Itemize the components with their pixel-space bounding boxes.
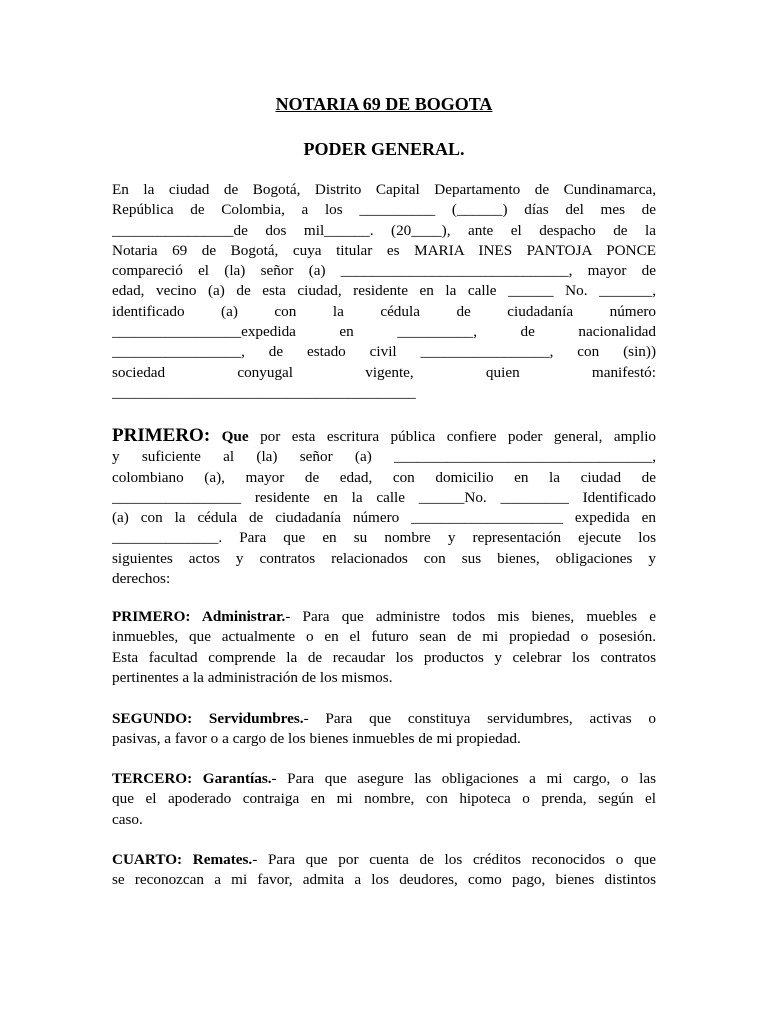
clause-label: CUARTO: Remates.: [112, 851, 253, 868]
primero-line: por esta escritura pública confiere poder general, amplio: [260, 428, 656, 445]
intro-line: ________________________________________: [112, 383, 416, 401]
primero-heading: PRIMERO:: [112, 426, 211, 446]
intro-line: Notaria 69 de Bogotá, cuya titular es MARIA INES PANTOJA PONCE: [112, 241, 656, 259]
primero-line: siguientes actos y contratos relacionados con sus bienes, obligaciones y: [112, 549, 656, 567]
primero-line: derechos:: [112, 570, 171, 588]
primero-que: Que: [221, 428, 249, 445]
intro-paragraph: [112, 180, 656, 403]
primero-line: y suficiente al (la) señor (a) __________________________________,: [112, 448, 656, 466]
primero-line: ______________. Para que en su nombre y representación ejecute los: [112, 529, 656, 547]
primero-line: (a) con la cédula de ciudadanía número ____________________ expedida en: [112, 509, 656, 527]
clause-label: SEGUNDO: Servidumbres.: [112, 710, 304, 727]
clause-servidumbres: SEGUNDO: Servidumbres.- Para que constituya servidumbres, activas o pasivas, a favor o a cargo de los bienes inmuebles de mi propiedad.: [112, 710, 657, 748]
intro-line: República de Colombia, a los __________ (______) días del mes de: [112, 201, 656, 219]
notaria-title: NOTARIA 69 DE BOGOTA: [275, 94, 493, 114]
primero-line: _________________ residente en la calle ______No. _________ Identificado: [112, 488, 656, 506]
primero-main-paragraph: [112, 426, 656, 589]
document-title: PODER GENERAL.: [303, 139, 465, 159]
clause-remates: CUARTO: Remates.- Para que por cuenta de los créditos reconocidos o que se reconozcan a mi favor, admita a los deudores, como pago, bienes distintos: [112, 851, 656, 889]
intro-line: _________________expedida en __________, de nacionalidad: [112, 323, 656, 341]
intro-line: sociedad conyugal vigente, quien manifestó:: [112, 363, 656, 381]
primero-line: colombiano (a), mayor de edad, con domicilio en la ciudad de: [112, 468, 656, 486]
clause-label: TERCERO: Garantías.: [112, 770, 272, 787]
clause-label: PRIMERO: Administrar.: [112, 608, 286, 625]
intro-line: identificado (a) con la cédula de ciudadanía número: [112, 302, 656, 320]
clause-garantias: TERCERO: Garantías.- Para que asegure las obligaciones a mi cargo, o las que el apoderado contraiga en mi nombre, con hipoteca o prenda, según el caso.: [112, 770, 656, 828]
intro-line: edad, vecino (a) de esta ciudad, residente en la calle ______ No. _______,: [112, 282, 656, 300]
clause-administrar: PRIMERO: Administrar.- Para que administre todos mis bienes, muebles e inmuebles, que actualmente o en el futuro sean de mi propiedad o posesión. Esta facultad comprende la de recaudar los productos y celebrar los contratos pertinentes a la administración de los mismos.: [112, 608, 656, 686]
intro-line: compareció el (la) señor (a) ______________________________, mayor de: [112, 262, 656, 280]
intro-line: _________________, de estado civil _________________, con (sin)): [112, 343, 656, 361]
intro-line: En la ciudad de Bogotá, Distrito Capital Departamento de Cundinamarca,: [112, 181, 656, 198]
primero-first-line: [112, 426, 656, 447]
intro-line: ________________de dos mil______. (20____), ante el despacho de la: [112, 221, 656, 239]
